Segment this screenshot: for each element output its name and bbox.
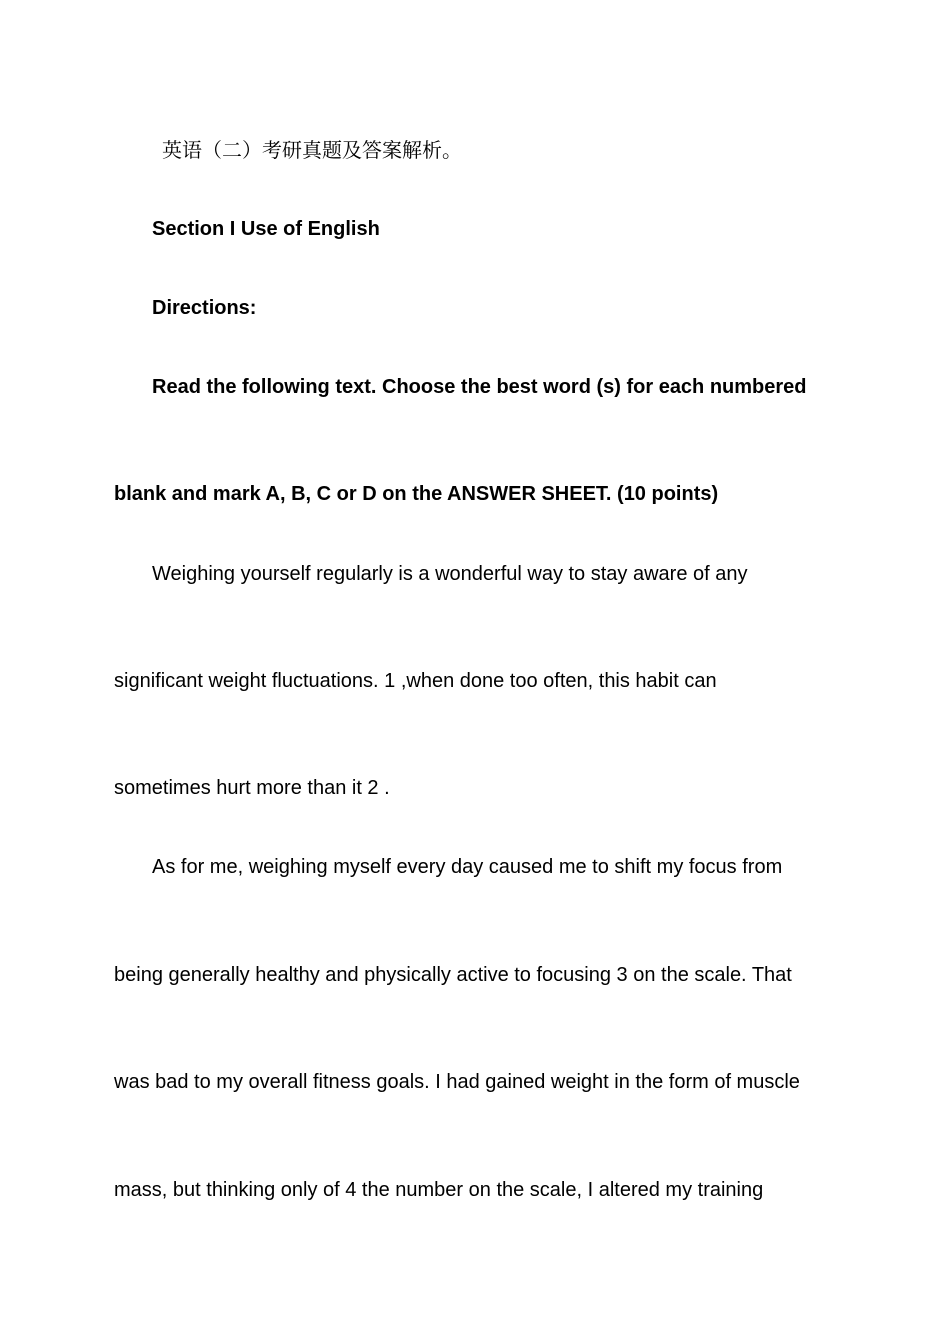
document-title: 英语（二）考研真题及答案解析。 bbox=[162, 140, 462, 162]
paragraph-1-line-3: sometimes hurt more than it 2 . bbox=[114, 777, 390, 799]
directions-line-2: blank and mark A, B, C or D on the ANSWER SHEET. (10 points) bbox=[114, 483, 719, 505]
directions-label: Directions: bbox=[152, 297, 257, 319]
section-heading: Section I Use of English bbox=[152, 218, 380, 240]
directions-line-1: Read the following text. Choose the best word (s) for each numbered bbox=[152, 376, 807, 398]
paragraph-2-line-4: mass, but thinking only of 4 the number on the scale, I altered my training bbox=[114, 1179, 764, 1201]
paragraph-1-line-2: significant weight fluctuations. 1 ,when done too often, this habit can bbox=[114, 670, 717, 692]
paragraph-2-line-1: As for me, weighing myself every day caused me to shift my focus from bbox=[152, 856, 783, 878]
paragraph-2-line-2: being generally healthy and physically active to focusing 3 on the scale. That bbox=[114, 964, 792, 986]
paragraph-1-line-1: Weighing yourself regularly is a wonderful way to stay aware of any bbox=[152, 563, 748, 585]
paragraph-2-line-3: was bad to my overall fitness goals. I had gained weight in the form of muscle bbox=[114, 1071, 800, 1093]
